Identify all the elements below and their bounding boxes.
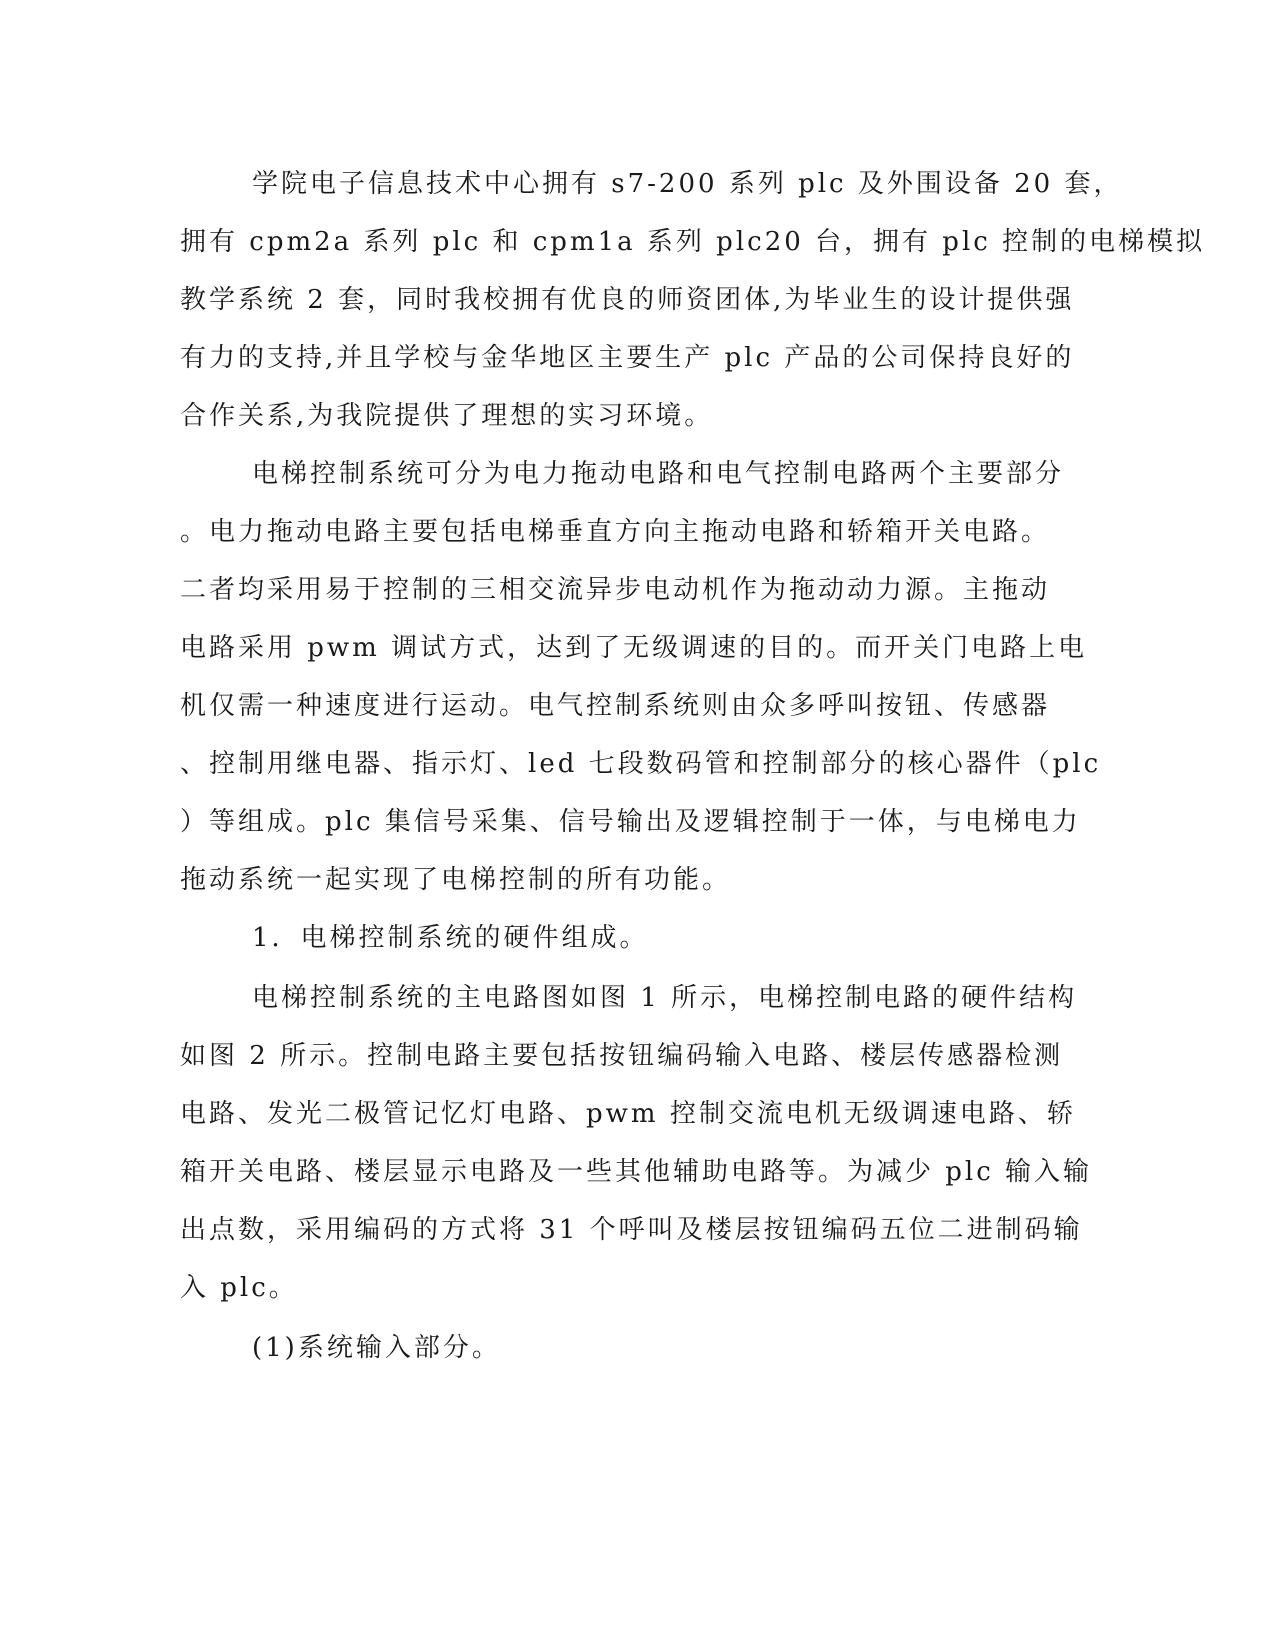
text-line: 、控制用继电器、指示灯、led 七段数码管和控制部分的核心器件（plc <box>180 749 1102 779</box>
text-line: 箱开关电路、楼层显示电路及一些其他辅助电路等。为减少 plc 输入输 <box>180 1157 1093 1187</box>
text-line: 拥有 cpm2a 系列 plc 和 cpm1a 系列 plc20 台，拥有 plc 控制的电梯模拟 <box>180 227 1206 257</box>
text-line: 学院电子信息技术中心拥有 s7-200 系列 plc 及外围设备 20 套， <box>252 169 1123 199</box>
text-line: 有力的支持,并且学校与金华地区主要生产 plc 产品的公司保持良好的 <box>180 343 1075 373</box>
text-line: 拖动系统一起实现了电梯控制的所有功能。 <box>180 865 732 895</box>
text-line: 电梯控制系统的主电路图如图 1 所示，电梯控制电路的硬件结构 <box>252 983 1078 1013</box>
text-line: 出点数，采用编码的方式将 31 个呼叫及楼层按钮编码五位二进制码输 <box>180 1215 1083 1245</box>
text-line: 电梯控制系统可分为电力拖动电路和电气控制电路两个主要部分 <box>252 459 1065 489</box>
text-line: 如图 2 所示。控制电路主要包括按钮编码输入电路、楼层传感器检测 <box>180 1041 1064 1071</box>
text-line: ）等组成。plc 集信号采集、信号输出及逻辑控制于一体，与电梯电力 <box>180 807 1081 837</box>
text-line: 合作关系,为我院提供了理想的实习环境。 <box>180 401 714 431</box>
text-line: 电路采用 pwm 调试方式，达到了无级调速的目的。而开关门电路上电 <box>180 633 1088 663</box>
text-line: 。电力拖动电路主要包括电梯垂直方向主拖动电路和轿箱开关电路。 <box>180 517 1051 547</box>
text-line: 教学系统 2 套，同时我校拥有优良的师资团体,为毕业生的设计提供强 <box>180 285 1075 315</box>
section-heading: 1．电梯控制系统的硬件组成。 <box>252 923 649 953</box>
text-line: 机仅需一种速度进行运动。电气控制系统则由众多呼叫按钮、传感器 <box>180 691 1051 721</box>
text-line: 入 plc。 <box>180 1273 298 1303</box>
subsection-heading: (1)系统输入部分。 <box>252 1333 501 1363</box>
text-line: 电路、发光二极管记忆灯电路、pwm 控制交流电机无级调速电路、轿 <box>180 1099 1076 1129</box>
text-line: 二者均采用易于控制的三相交流异步电动机作为拖动动力源。主拖动 <box>180 575 1051 605</box>
